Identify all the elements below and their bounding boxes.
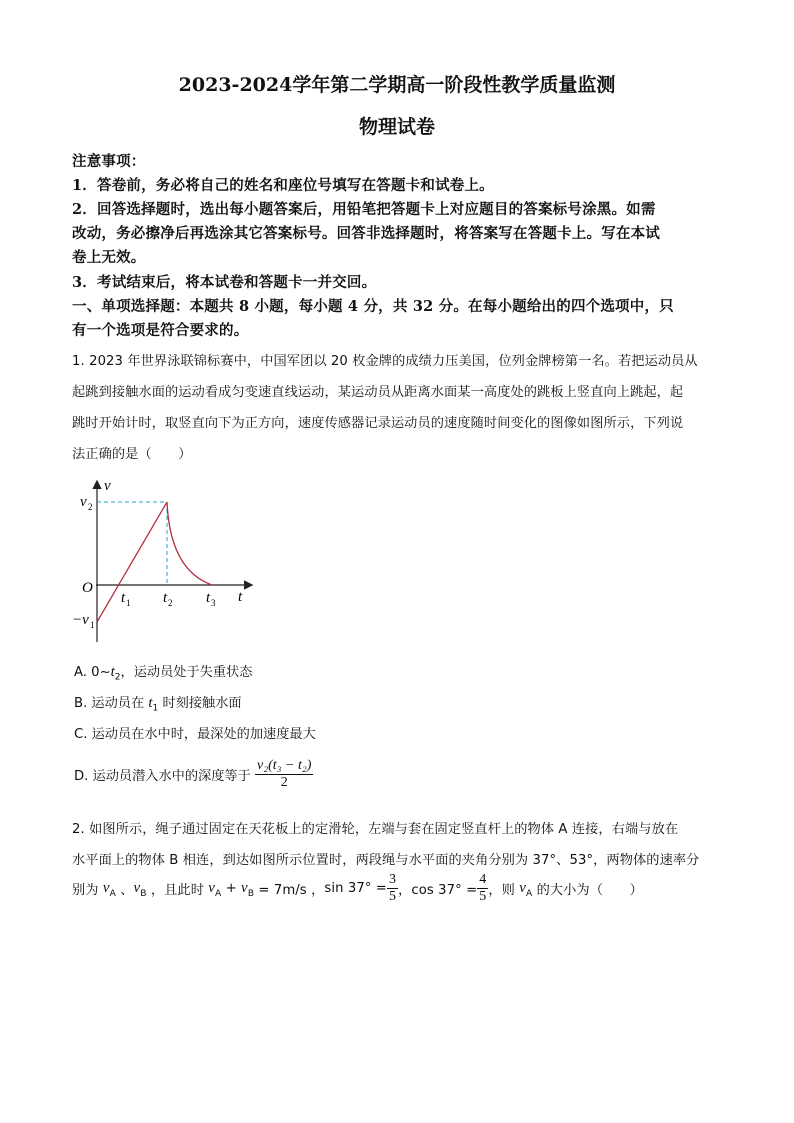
- q2-vA-sub-3: A: [526, 889, 533, 900]
- q2-plus: +: [221, 881, 242, 896]
- q2-text-b: ，且此时: [146, 883, 209, 898]
- q1-option-b[interactable]: [74, 692, 242, 714]
- q1-stem-line4: 法正确的是（ ）: [72, 447, 192, 462]
- q2-stem-line1: 2. 如图所示，绳子通过固定在天花板上的定滑轮，左端与套在固定竖直杆上的物体 A 连接，右端与放在: [72, 822, 679, 837]
- q1-stem-line2: 起跳到接触水面的运动看成匀变速直线运动，某运动员从距离水面某一高度处的跳板上竖直向上跳起，起: [72, 385, 684, 400]
- q2-cos-den: 5: [479, 889, 487, 904]
- q1-option-a[interactable]: [74, 661, 252, 683]
- q2-vA-2: v: [208, 880, 216, 896]
- q1-option-d[interactable]: [74, 758, 313, 791]
- q2-sin: sin 37° =: [324, 881, 387, 896]
- q1-velocity-time-graph: [66, 470, 266, 650]
- notice-heading: 注意事项：: [72, 153, 146, 170]
- t1-sub: 1: [126, 598, 131, 608]
- q2-vA-sub-2: A: [215, 889, 222, 900]
- q2-cos-fraction: [477, 872, 488, 905]
- q2-text-c: ，则: [488, 883, 520, 898]
- q2-sin-fraction: [387, 872, 398, 905]
- q2-text-d: 的大小为（ ）: [532, 883, 643, 898]
- q2-sin-den: 5: [388, 889, 397, 904]
- q1-option-d-fraction: [255, 758, 313, 791]
- q1-option-a-sub: 2: [114, 672, 121, 683]
- q2-stem-line2: 水平面上的物体 B 相连，到达如图所示位置时，两段绳与水平面的夹角分别为 37°、53°，两物体的速率分: [72, 853, 700, 868]
- v2-label: v: [80, 494, 87, 510]
- origin-label: O: [82, 580, 93, 596]
- axis-label-v: v: [104, 478, 111, 494]
- q1-option-a-t: t: [110, 664, 115, 680]
- t2-label: t: [163, 590, 168, 606]
- velocity-curve-segment: [167, 502, 212, 585]
- q2-text-a: 别为: [72, 883, 103, 898]
- t3-label: t: [206, 590, 211, 606]
- q1-option-b-sub: 1: [152, 703, 159, 714]
- notice-item-2: 2．回答选择题时，选出每小题答案后，用铅笔把答题卡上对应题目的答案标号涂黑。如需: [72, 201, 656, 218]
- notice-item-3: 3．考试结束后，将本试卷和答题卡一并交回。: [72, 274, 377, 291]
- v1-sub: 1: [90, 620, 95, 630]
- section-heading-cont: 有一个选项是符合要求的。: [72, 322, 249, 339]
- notice-item-1: 1．答卷前，务必将自己的姓名和座位号填写在答题卡和试卷上。: [72, 177, 494, 194]
- q2-vB-2: v: [241, 880, 248, 896]
- q2-eq: = 7m/s ，: [254, 883, 325, 898]
- q1-option-b-prefix: B. 运动员在: [74, 696, 149, 711]
- q1-option-d-denominator: 2: [280, 775, 288, 790]
- notice-item-2-cont: 改动，务必擦净后再选涂其它答案标号。回答非选择题时，将答案写在答题卡上。写在本试: [72, 225, 660, 242]
- q2-vB: v: [133, 880, 141, 896]
- q2-vB-sub: B: [140, 889, 147, 900]
- q1-option-c-text: C. 运动员在水中时，最深处的加速度最大: [74, 727, 316, 742]
- axis-label-t: t: [238, 589, 243, 605]
- q1-option-a-prefix: A. 0~: [74, 665, 111, 680]
- exam-subject: 物理试卷: [358, 116, 435, 138]
- t1-label: t: [121, 590, 126, 606]
- q2-sin-num: 3: [388, 872, 397, 887]
- q1-option-d-text: D. 运动员潜入水中的深度等于: [74, 769, 251, 784]
- q1-option-b-text: 时刻接触水面: [158, 696, 242, 711]
- q2-vA: v: [102, 880, 110, 896]
- q2-vA-sub: A: [109, 889, 116, 900]
- q2-vB-sub-2: B: [247, 889, 255, 900]
- q1-option-a-text: ，运动员处于失重状态: [120, 665, 253, 680]
- q2-vA-3: v: [519, 880, 527, 896]
- q1-option-b-t: t: [148, 695, 153, 711]
- t2-sub: 2: [168, 598, 173, 608]
- q2-stem-line3: [72, 872, 643, 905]
- section-heading: 一、单项选择题：本题共 8 小题，每小题 4 分，共 32 分。在每小题给出的四个选项中，只: [72, 298, 674, 315]
- velocity-line-segment: [97, 502, 167, 622]
- exam-title: 2023-2024学年第二学期高一阶段性教学质量监测: [178, 74, 616, 96]
- notice-item-2-end: 卷上无效。: [72, 249, 146, 266]
- q1-option-d-numerator: v₂(t₃ − t₂): [257, 758, 312, 773]
- q2-cos-num: 4: [479, 872, 487, 887]
- q2-sep: 、: [115, 883, 134, 898]
- neg-v1-label: −v: [72, 612, 89, 628]
- q2-cos: ，cos 37° =: [398, 883, 478, 898]
- q1-option-c[interactable]: [74, 723, 316, 742]
- q1-stem-line1: 1. 2023 年世界泳联锦标赛中，中国军团以 20 枚金牌的成绩力压美国，位列金牌榜第一名。若把运动员从: [72, 354, 698, 369]
- v2-sub: 2: [88, 502, 93, 512]
- t3-sub: 3: [211, 598, 216, 608]
- q1-stem-line3: 跳时开始计时，取竖直向下为正方向，速度传感器记录运动员的速度随时间变化的图像如图所示，下列说: [72, 416, 684, 431]
